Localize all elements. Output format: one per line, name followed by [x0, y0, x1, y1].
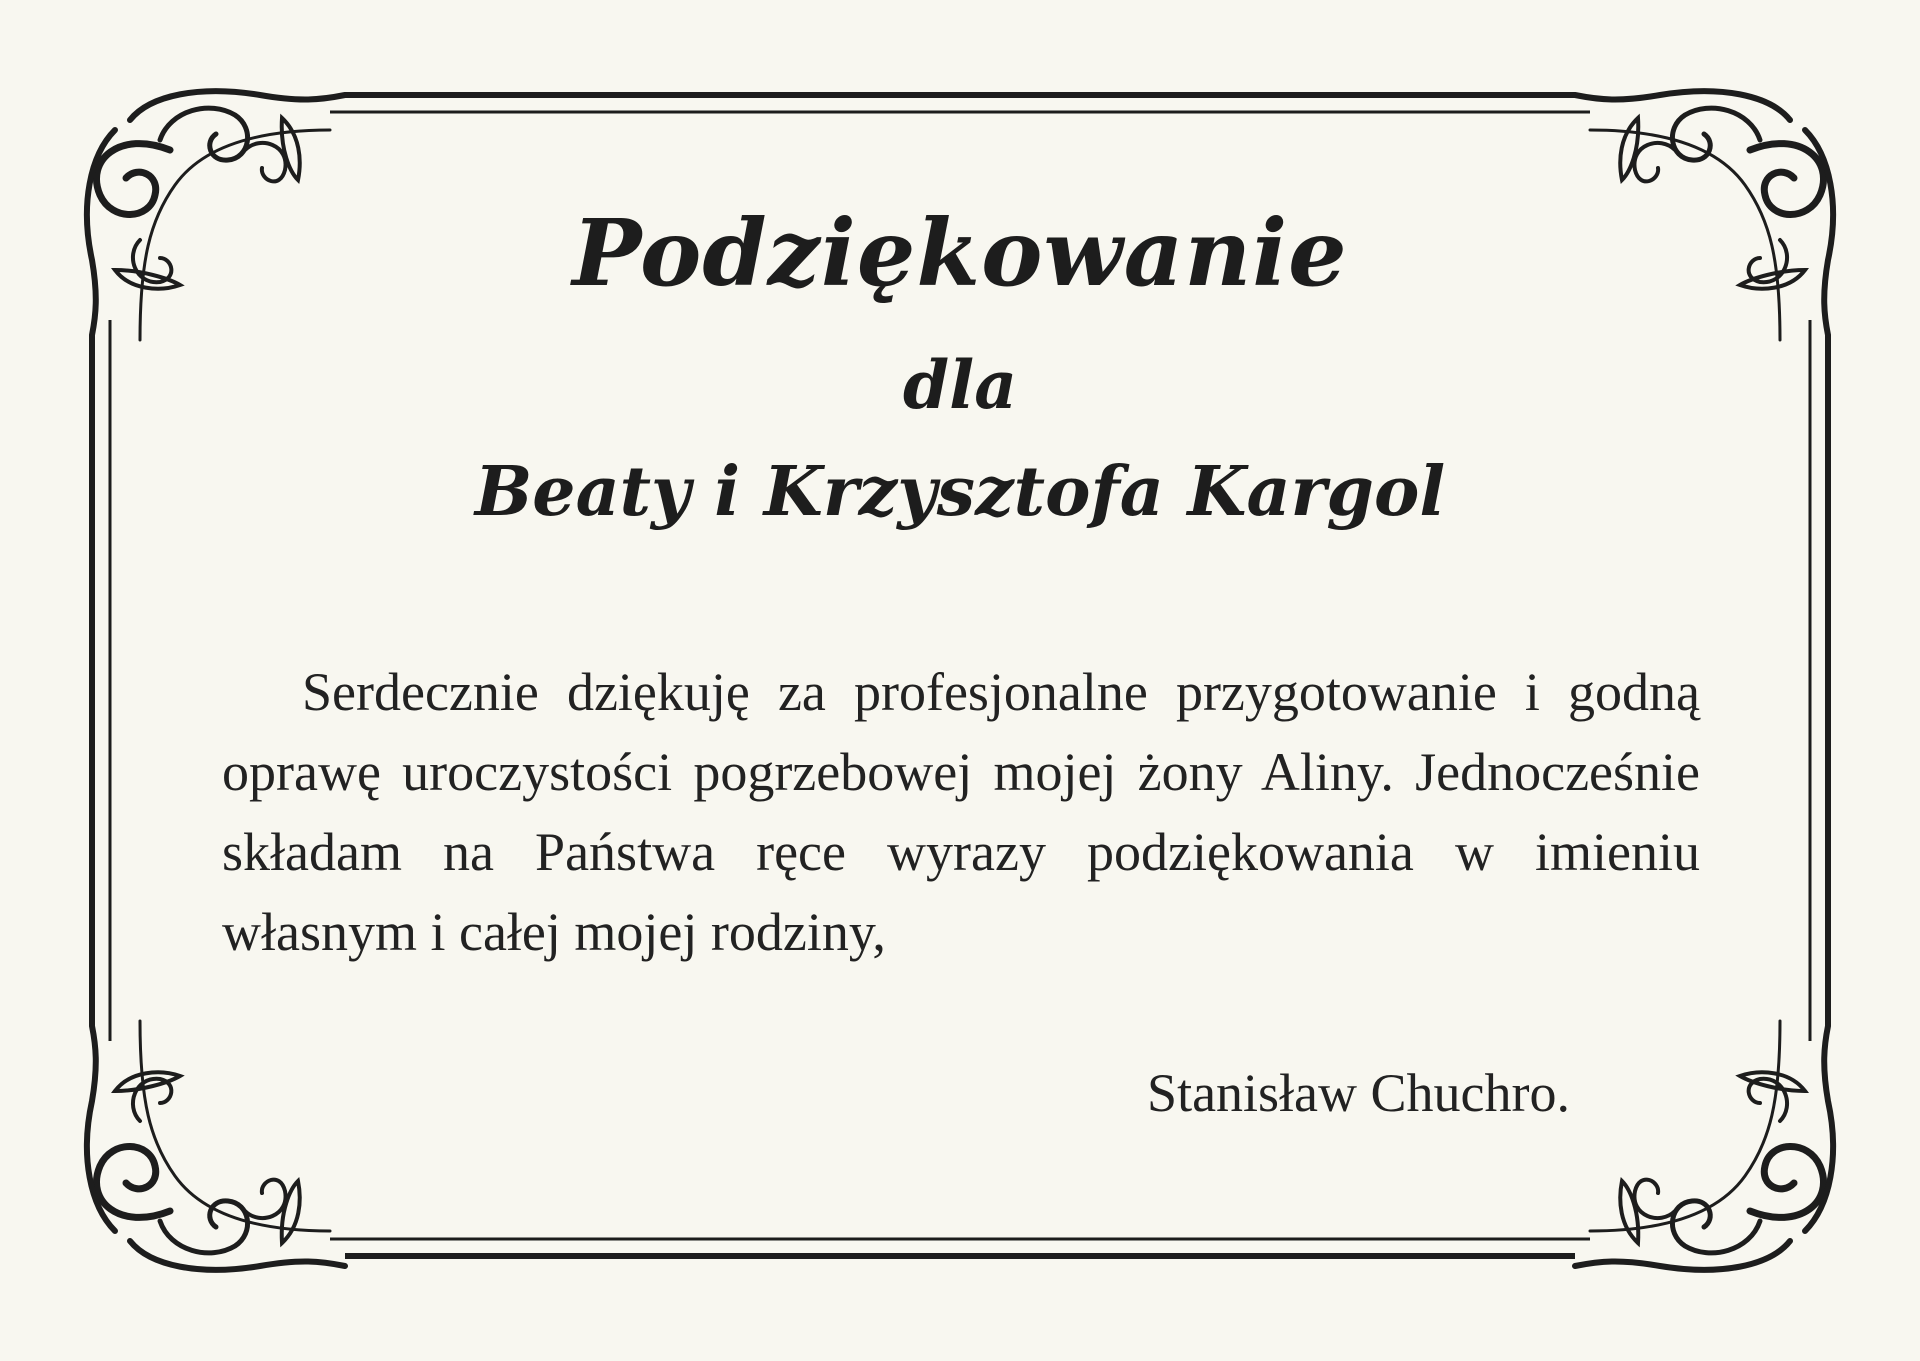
card-title: Podziękowanie: [572, 199, 1348, 307]
thank-you-message: Serdecznie dziękuję za profesjonalne przygotowanie i godną oprawę uroczystości pogrzebowej mojej żony Aliny. Jednocześnie składam na Państwa ręce wyrazy podziękowania w imieniu własnym i całej mojej rodziny,: [222, 662, 1700, 962]
corner-ornament-bottom-left: [87, 1021, 345, 1270]
corner-ornament-bottom-right: [1575, 1021, 1833, 1270]
recipients-name: Beaty i Krzysztofa Kargol: [474, 452, 1446, 532]
dedication-word: dla: [903, 346, 1017, 424]
signature: Stanisław Chuchro.: [1147, 1063, 1570, 1123]
